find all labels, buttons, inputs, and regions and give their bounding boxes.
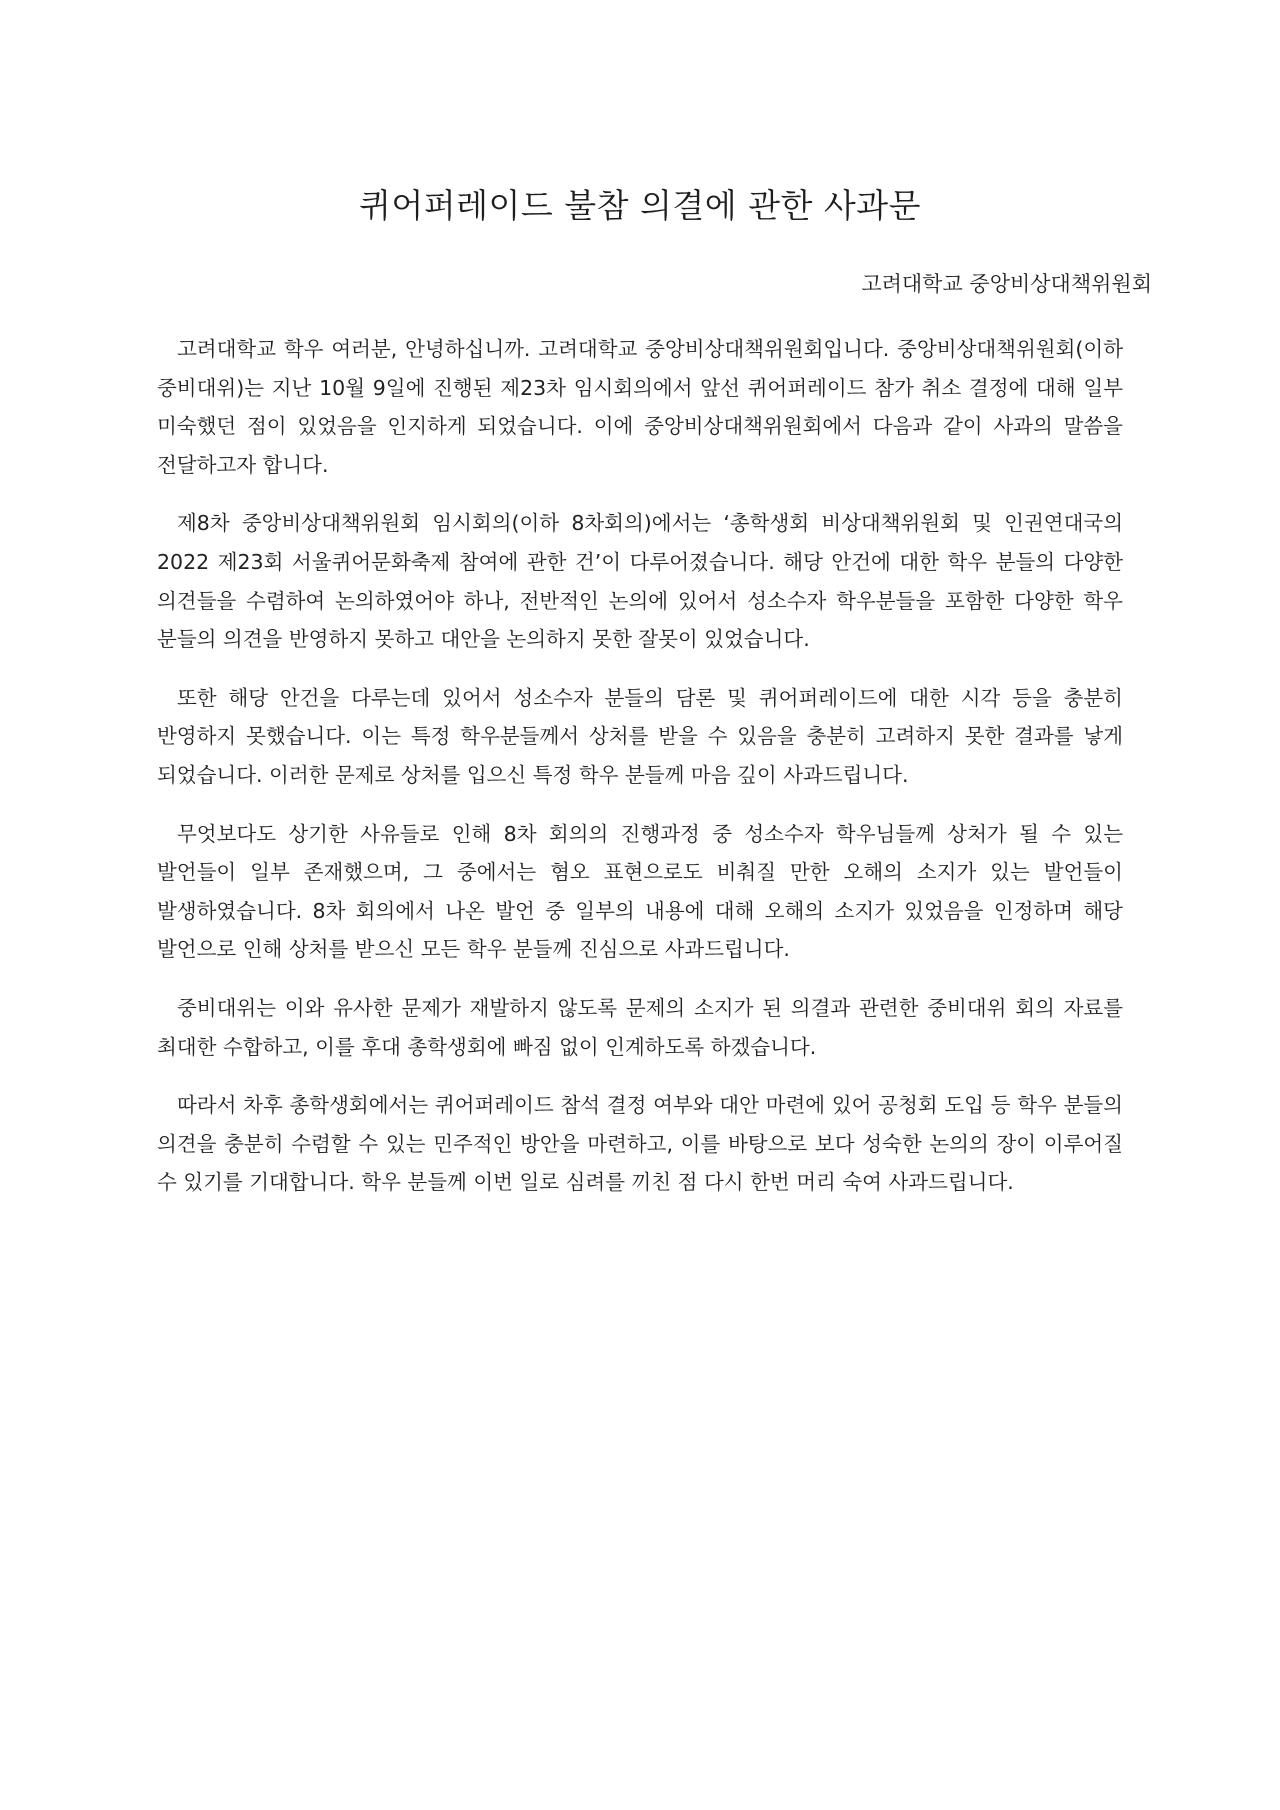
document-body bbox=[157, 330, 1123, 1222]
issuing-organization: 고려대학교 중앙비상대책위원회 bbox=[861, 272, 1152, 296]
paragraph-remarks-apology: 무엇보다도 상기한 사유들로 인해 8차 회의의 진행과정 중 성소수자 학우님들께 상처가 될 수 있는 발언들이 일부 존재했으며, 그 중에서는 혐오 표현으로도 비춰질 만한 오해의 소지가 있는 발언들이 발생하였습니다. 8차 회의에서 나온 발언 중 일부의 내용에 대해 오해의 소지가 있었음을 인정하며 해당 발언으로 인해 상처를 받으신 모든 학우 분들께 진심으로 사과드립니다. bbox=[157, 821, 1123, 962]
document-title: 퀴어퍼레이드 불참 의결에 관한 사과문 bbox=[358, 186, 921, 225]
paragraph-closing: 따라서 차후 총학생회에서는 퀴어퍼레이드 참석 결정 여부와 대안 마련에 있어 공청회 도입 등 학우 분들의 의견을 충분히 수렴할 수 있는 민주적인 방안을 마련하고, 이를 바탕으로 보다 성숙한 논의의 장이 이루어질 수 있기를 기대합니다. 학우 분들께 이번 일로 심려를 끼친 점 다시 한번 머리 숙여 사과드립니다. bbox=[157, 1093, 1123, 1195]
paragraph-prevention: 중비대위는 이와 유사한 문제가 재발하지 않도록 문제의 소지가 된 의결과 관련한 중비대위 회의 자료를 최대한 수합하고, 이를 후대 총학생회에 빠짐 없이 인계하도록 하겠습니다. bbox=[157, 995, 1123, 1059]
paragraph-perspective-apology: 또한 해당 안건을 다루는데 있어서 성소수자 분들의 담론 및 퀴어퍼레이드에 대한 시각 등을 충분히 반영하지 못했습니다. 이는 특정 학우분들께서 상처를 받을 수 있음을 충분히 고려하지 못한 결과를 낳게 되었습니다. 이러한 문제로 상처를 입으신 특정 학우 분들께 마음 깊이 사과드립니다. bbox=[157, 685, 1123, 787]
paragraph-meeting-issue: 제8차 중앙비상대책위원회 임시회의(이하 8차회의)에서는 ‘총학생회 비상대책위원회 및 인권연대국의 2022 제23회 서울퀴어문화축제 참여에 관한 건’이 다루어졌습니다. 해당 안건에 대한 학우 분들의 다양한 의견들을 수렴하여 논의하였어야 하나, 전반적인 논의에 있어서 성소수자 학우분들을 포함한 다양한 학우 분들의 의견을 반영하지 못하고 대안을 논의하지 못한 잘못이 있었습니다. bbox=[157, 511, 1123, 652]
paragraph-greeting: 고려대학교 학우 여러분, 안녕하십니까. 고려대학교 중앙비상대책위원회입니다. 중앙비상대책위원회(이하 중비대위)는 지난 10월 9일에 진행된 제23차 임시회의에서 앞선 퀴어퍼레이드 참가 취소 결정에 대해 일부 미숙했던 점이 있었음을 인지하게 되었습니다. 이에 중앙비상대책위원회에서 다음과 같이 사과의 말씀을 전달하고자 합니다. bbox=[157, 337, 1123, 477]
